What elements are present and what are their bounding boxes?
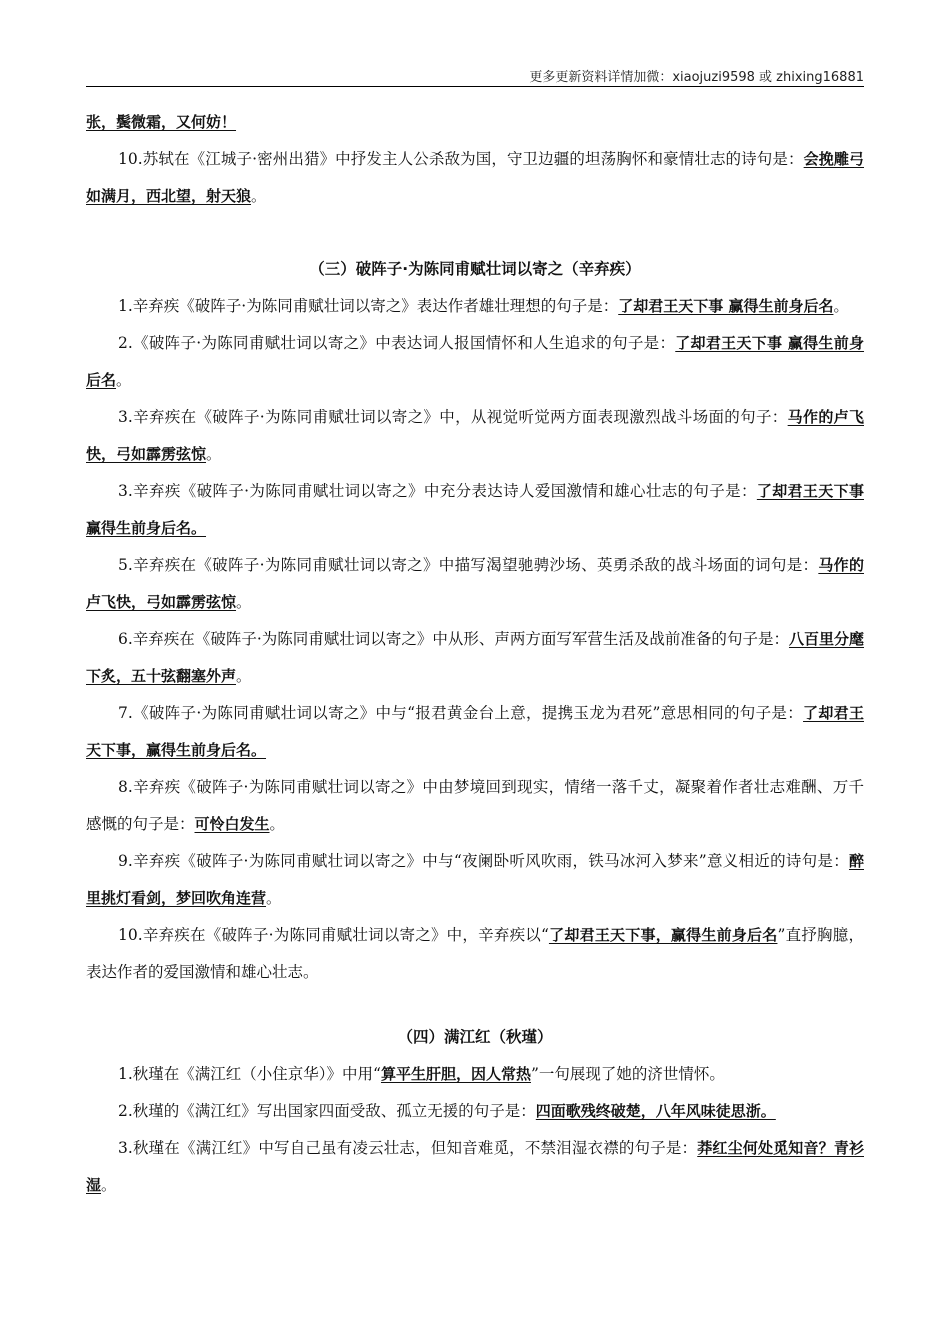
question-text: 7.《破阵子·为陈同甫赋壮词以寄之》中与“报君黄金台上意，提携玉龙为君死”意思相同的句子是： xyxy=(118,704,804,722)
question-text: 10.苏轼在《江城子·密州出猎》中抒发主人公杀敌为国，守卫边疆的坦荡胸怀和豪情壮志的诗句是： xyxy=(118,150,804,168)
question-text: 3.秋瑾在《满江红》中写自己虽有凌云壮志，但知音难觅，不禁泪湿衣襟的句子是： xyxy=(118,1139,698,1157)
question-tail: ”直抒胸臆，表达作者的爱国激情和雄心壮志。 xyxy=(86,926,864,981)
question-item xyxy=(86,769,864,843)
question-10 xyxy=(86,917,864,991)
answer: 了却君王天下事，赢得生前身后名 xyxy=(548,926,778,944)
answer: 八百里分麾下炙，五十弦翻塞外声 xyxy=(86,630,864,685)
page-header: 更多更新资料详情加微：xiaojuzi9598 或 zhixing16881 xyxy=(529,70,864,85)
question-item xyxy=(86,621,864,695)
continued-answer xyxy=(86,104,864,141)
question-3 xyxy=(86,1130,864,1204)
question-text: 1.秋瑾在《满江红（小住京华）》中用“ xyxy=(118,1065,381,1083)
answer: 莽红尘何处觅知音？青衫湿 xyxy=(86,1139,864,1194)
question-item xyxy=(86,473,864,547)
question-text: 6.辛弃疾在《破阵子·为陈同甫赋壮词以寄之》中从形、声两方面写军营生活及战前准备的句子是： xyxy=(118,630,789,648)
question-1 xyxy=(86,1056,864,1093)
answer: 四面歌残终破楚，八年风味徒思浙。 xyxy=(535,1102,776,1120)
answer-tail: 。 xyxy=(236,593,252,611)
answer-tail: 。 xyxy=(236,667,252,685)
question-text: 2.秋瑾的《满江红》写出国家四面受敌、孤立无援的句子是： xyxy=(118,1102,536,1120)
question-list xyxy=(86,288,864,917)
question-item xyxy=(86,843,864,917)
question-text: 1.辛弃疾《破阵子·为陈同甫赋壮词以寄之》表达作者雄壮理想的句子是： xyxy=(118,297,619,315)
question-text: 2.《破阵子·为陈同甫赋壮词以寄之》中表达词人报国情怀和人生追求的句子是： xyxy=(118,334,676,352)
section-title: （三）破阵子·为陈同甫赋壮词以寄之（辛弃疾） xyxy=(309,260,641,278)
answer: 醉里挑灯看剑，梦回吹角连营 xyxy=(86,852,864,907)
question-10 xyxy=(86,141,864,215)
question-text: 5.辛弃疾在《破阵子·为陈同甫赋壮词以寄之》中描写渴望驰骋沙场、英勇杀敌的战斗场面的词句是： xyxy=(118,556,819,574)
section-title: （四）满江红（秋瑾） xyxy=(397,1028,553,1046)
spacer xyxy=(86,215,864,251)
answer-tail: 。 xyxy=(269,815,285,833)
question-item xyxy=(86,547,864,621)
question-text: 3.辛弃疾《破阵子·为陈同甫赋壮词以寄之》中充分表达诗人爱国激情和雄心壮志的句子是： xyxy=(118,482,757,500)
question-item xyxy=(86,695,864,769)
question-text: 3.辛弃疾在《破阵子·为陈同甫赋壮词以寄之》中，从视觉听觉两方面表现激烈战斗场面的句子： xyxy=(118,408,788,426)
answer: 可怜白发生 xyxy=(194,815,270,833)
answer: 马作的卢飞快，弓如霹雳弦惊 xyxy=(86,408,864,463)
answer-tail: 。 xyxy=(116,371,132,389)
question-text: 10.辛弃疾在《破阵子·为陈同甫赋壮词以寄之》中，辛弃疾以“ xyxy=(118,926,549,944)
answer: 了却君王天下事 赢得生前身后名 xyxy=(618,297,834,315)
answer: 张，鬓微霜，又何妨！ xyxy=(86,113,237,131)
question-tail: ”一句展现了她的济世情怀。 xyxy=(530,1065,725,1083)
answer-tail: 。 xyxy=(251,187,267,205)
question-item xyxy=(86,288,864,325)
question-2 xyxy=(86,1093,864,1130)
page-content xyxy=(86,104,864,1204)
answer-tail: 。 xyxy=(206,445,222,463)
question-item xyxy=(86,399,864,473)
header-rule xyxy=(86,86,864,87)
answer: 马作的卢飞快，弓如霹雳弦惊 xyxy=(86,556,864,611)
answer-tail: 。 xyxy=(101,1176,117,1194)
spacer xyxy=(86,991,864,1019)
answer: 了却君王天下事 赢得生前身后名 xyxy=(86,334,865,389)
answer-tail: 。 xyxy=(266,889,282,907)
answer: 算平生肝胆，因人常热 xyxy=(380,1065,531,1083)
question-text: 9.辛弃疾《破阵子·为陈同甫赋壮词以寄之》中与“夜阑卧听风吹雨，铁马冰河入梦来”意义相近的诗句是： xyxy=(118,852,849,870)
answer: 了却君王天下事，赢得生前身后名。 xyxy=(86,704,864,759)
answer-tail: 。 xyxy=(833,297,849,315)
question-item xyxy=(86,325,864,399)
question-text: 8.辛弃疾《破阵子·为陈同甫赋壮词以寄之》中由梦境回到现实，情绪一落千丈，凝聚着作者壮志难酬、万千感慨的句子是： xyxy=(86,778,864,833)
answer: 会挽雕弓如满月，西北望，射天狼 xyxy=(86,150,864,205)
answer: 了却君王天下事 赢得生前身后名。 xyxy=(86,482,864,537)
